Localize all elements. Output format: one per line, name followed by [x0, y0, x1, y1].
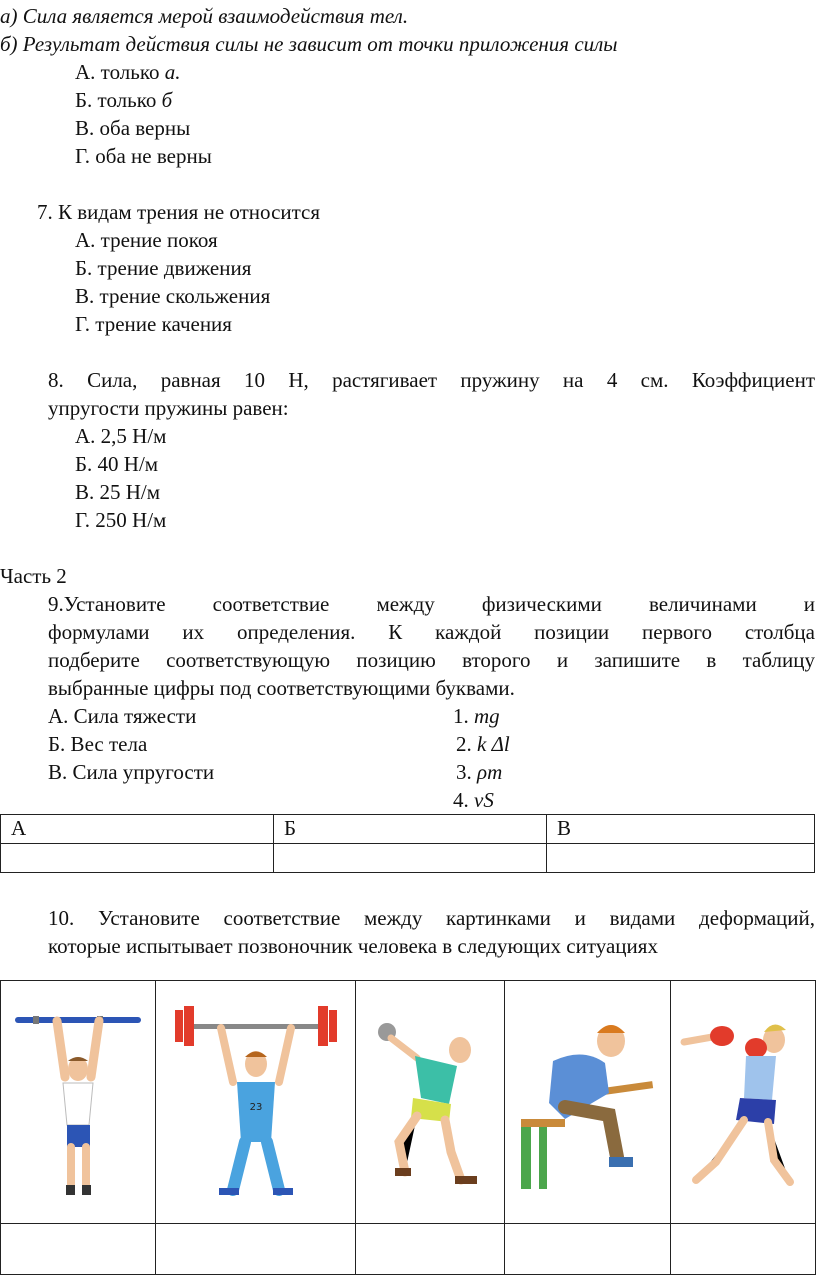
picture-cell-1	[1, 981, 156, 1224]
q9-right-4: 4. vS	[453, 788, 494, 812]
q7-question: 7. К видам трения не относится	[37, 200, 321, 224]
statement-a: а) Сила является мерой взаимодействия тел.	[0, 4, 409, 28]
q10-line2: которые испытывает позвоночник человека в следующих ситуациях	[48, 934, 658, 958]
hanging-on-bar-illustration	[13, 1007, 143, 1197]
option-b: Б. только б	[75, 88, 173, 112]
q9-right-3: 3. ρm	[456, 760, 503, 784]
q9-line1: 9.Установите соответствие между физическими величинами и	[48, 592, 815, 616]
picture-answer-4[interactable]	[505, 1224, 671, 1275]
discus-thrower-illustration	[365, 1012, 495, 1192]
option-d: Г. оба не верны	[75, 144, 212, 168]
picture-answer-2[interactable]	[156, 1224, 356, 1275]
q7-option-b: Б. трение движения	[75, 256, 252, 280]
picture-answer-3[interactable]	[356, 1224, 505, 1275]
picture-cell-4	[505, 981, 671, 1224]
q10-line1: 10. Установите соответствие между картинками и видами деформаций,	[48, 906, 815, 930]
option-a: А. только а.	[75, 60, 181, 84]
q9-right-1: 1. mg	[453, 704, 500, 728]
q9-line4: выбранные цифры под соответствующими буквами.	[48, 676, 515, 700]
answer-input-row	[1, 844, 815, 873]
q9-answer-table	[0, 814, 815, 873]
statement-b: б) Результат действия силы не зависит от точки приложения силы	[0, 32, 618, 56]
picture-cell-3	[356, 981, 505, 1224]
picture-row	[1, 981, 816, 1224]
boy-writing-at-desk-illustration	[513, 1007, 663, 1197]
answer-row	[1, 1224, 816, 1275]
q9-right-2: 2. k Δl	[456, 732, 510, 756]
q8-line1: 8. Сила, равная 10 Н, растягивает пружину на 4 см. Коэффициент	[48, 368, 815, 392]
q7-option-d: Г. трение качения	[75, 312, 232, 336]
q10-picture-table	[0, 980, 816, 1275]
part2-title: Часть 2	[0, 564, 67, 588]
picture-cell-2	[156, 981, 356, 1224]
answer-cell-c[interactable]	[547, 844, 815, 873]
answer-cell-b[interactable]	[274, 844, 547, 873]
picture-answer-5[interactable]	[671, 1224, 816, 1275]
weightlifter-number: 23	[249, 1102, 262, 1113]
q7-option-c: В. трение скольжения	[75, 284, 271, 308]
answer-cell-a[interactable]	[1, 844, 274, 873]
answer-header-b: Б	[274, 815, 547, 844]
answer-header-a: А	[1, 815, 274, 844]
answer-header-c: В	[547, 815, 815, 844]
q8-option-b: Б. 40 Н/м	[75, 452, 159, 476]
q8-option-a: А. 2,5 Н/м	[75, 424, 167, 448]
q9-line3: подберите соответствующую позицию второго и запишите в таблицу	[48, 648, 815, 672]
q9-left-b: Б. Вес тела	[48, 732, 148, 756]
picture-cell-5	[671, 981, 816, 1224]
q8-option-c: В. 25 Н/м	[75, 480, 161, 504]
boxer-illustration	[678, 1012, 808, 1192]
q8-option-d: Г. 250 Н/м	[75, 508, 167, 532]
q9-line2: формулами их определения. К каждой позиции первого столбца	[48, 620, 815, 644]
picture-answer-1[interactable]	[1, 1224, 156, 1275]
q8-line2: упругости пружины равен:	[48, 396, 289, 420]
q9-left-c: В. Сила упругости	[48, 760, 215, 784]
option-c: В. оба верны	[75, 116, 191, 140]
weightlifter-illustration	[171, 1002, 341, 1202]
q9-left-a: А. Сила тяжести	[48, 704, 197, 728]
q7-option-a: А. трение покоя	[75, 228, 218, 252]
answer-header-row	[1, 815, 815, 844]
